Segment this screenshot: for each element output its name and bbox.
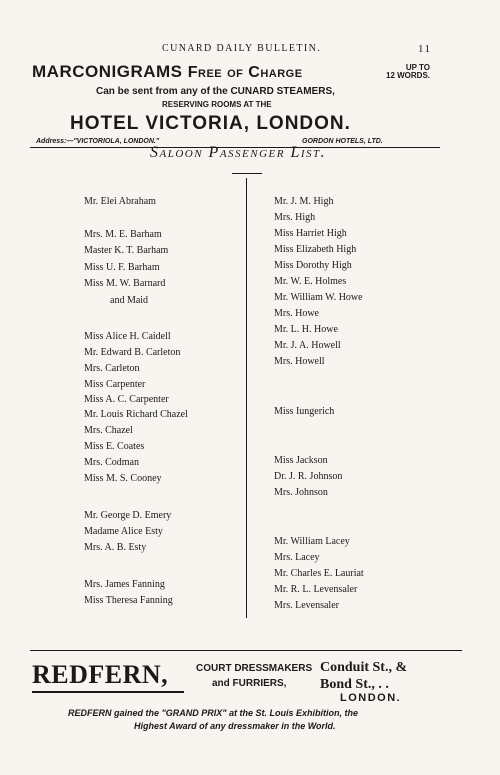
- passenger-entry: Miss Theresa Fanning: [84, 595, 173, 606]
- redfern-line1: COURT DRESSMAKERS: [196, 663, 313, 674]
- redfern-footer-line1: REDFERN gained the "GRAND PRIX" at the St. Louis Exhibition, the: [68, 708, 359, 718]
- redfern-underline: [32, 691, 184, 693]
- ad-steamers-line: Can be sent from any of the CUNARD STEAMERS,: [96, 86, 335, 97]
- redfern-footer-line2: Highest Award of any dressmaker in the World.: [134, 721, 336, 731]
- passenger-entry: Mr. J. A. Howell: [274, 340, 341, 351]
- ad-headline-marconigrams: MARCONIGRAMS: [32, 62, 183, 81]
- passenger-entry: Miss E. Coates: [84, 441, 145, 452]
- passenger-entry: Mrs. Chazel: [84, 425, 133, 436]
- passenger-entry: Mr. Louis Richard Chazel: [84, 409, 188, 420]
- column-divider: [246, 178, 247, 618]
- passenger-entry: Mrs. A. B. Esty: [84, 542, 147, 553]
- passenger-entry: Mrs. Howe: [274, 308, 319, 319]
- ad-headline: [32, 62, 303, 82]
- passenger-entry: Miss A. C. Carpenter: [84, 394, 169, 405]
- redfern-addr3: LONDON.: [340, 692, 402, 704]
- passenger-entry: Mr. Charles E. Lauriat: [274, 568, 364, 579]
- passenger-entry: Miss M. W. Barnard: [84, 278, 166, 289]
- list-title: Saloon Passenger List.: [150, 144, 327, 161]
- passenger-entry: Mr. J. M. High: [274, 196, 334, 207]
- bottom-ad-top-rule: [30, 650, 462, 651]
- ad-headline-free: Free of Charge: [187, 64, 303, 81]
- passenger-entry: Mr. Edward B. Carleton: [84, 347, 181, 358]
- title-underline: [232, 173, 262, 174]
- ad-address: Address:—"VICTORIOLA, LONDON.": [36, 138, 160, 145]
- passenger-entry: Miss M. S. Cooney: [84, 473, 162, 484]
- passenger-entry: Dr. J. R. Johnson: [274, 471, 343, 482]
- passenger-entry: Mrs. Codman: [84, 457, 139, 468]
- right-passenger-column: [274, 196, 474, 616]
- passenger-entry: Mrs. M. E. Barham: [84, 229, 162, 240]
- passenger-entry: Miss Carpenter: [84, 379, 146, 390]
- passenger-entry: Mr. George D. Emery: [84, 510, 172, 521]
- ad-reserving-line: RESERVING ROOMS AT THE: [162, 100, 272, 109]
- passenger-entry: Miss Alice H. Caidell: [84, 331, 171, 342]
- passenger-entry: Mrs. Levensaler: [274, 600, 339, 611]
- ad-hotel-name: HOTEL VICTORIA, LONDON.: [70, 113, 351, 134]
- passenger-entry: Mr. W. E. Holmes: [274, 276, 347, 287]
- ad-words: 12 WORDS.: [386, 71, 431, 80]
- passenger-entry: Madame Alice Esty: [84, 526, 163, 537]
- passenger-entry: Miss Dorothy High: [274, 260, 352, 271]
- ad-up-to: UP TO: [405, 63, 431, 72]
- ad-word-limit: [386, 64, 430, 80]
- redfern-addr1: Conduit St., &: [320, 660, 408, 675]
- passenger-entry: Mrs. Johnson: [274, 487, 328, 498]
- ad-company: GORDON HOTELS, LTD.: [302, 138, 383, 145]
- redfern-brand: REDFERN,: [32, 660, 169, 689]
- passenger-entry: Master K. T. Barham: [84, 245, 169, 256]
- passenger-entry: Miss Jackson: [274, 455, 328, 466]
- passenger-entry: Mr. Elei Abraham: [84, 196, 156, 207]
- running-header: CUNARD DAILY BULLETIN.: [162, 43, 322, 54]
- page-number: 11: [418, 43, 432, 55]
- left-passenger-column: [84, 196, 244, 616]
- passenger-entry: Mrs. James Fanning: [84, 579, 165, 590]
- passenger-entry: Miss Elizabeth High: [274, 244, 357, 255]
- passenger-entry: Mr. L. H. Howe: [274, 324, 338, 335]
- passenger-entry: Miss U. F. Barham: [84, 262, 160, 273]
- passenger-entry: Mrs. High: [274, 212, 316, 223]
- passenger-entry: Mrs. Lacey: [274, 552, 320, 563]
- passenger-entry: Miss Harriet High: [274, 228, 347, 239]
- redfern-line2: and FURRIERS,: [212, 678, 287, 689]
- passenger-entry: Mrs. Carleton: [84, 363, 140, 374]
- passenger-entry: Mr. R. L. Levensaler: [274, 584, 358, 595]
- redfern-addr2: Bond St., . .: [320, 677, 389, 692]
- passenger-entry: Mrs. Howell: [274, 356, 325, 367]
- passenger-entry: Mr. William Lacey: [274, 536, 350, 547]
- passenger-entry: Miss Iungerich: [274, 406, 335, 417]
- passenger-entry: Mr. William W. Howe: [274, 292, 363, 303]
- passenger-entry: and Maid: [110, 295, 149, 306]
